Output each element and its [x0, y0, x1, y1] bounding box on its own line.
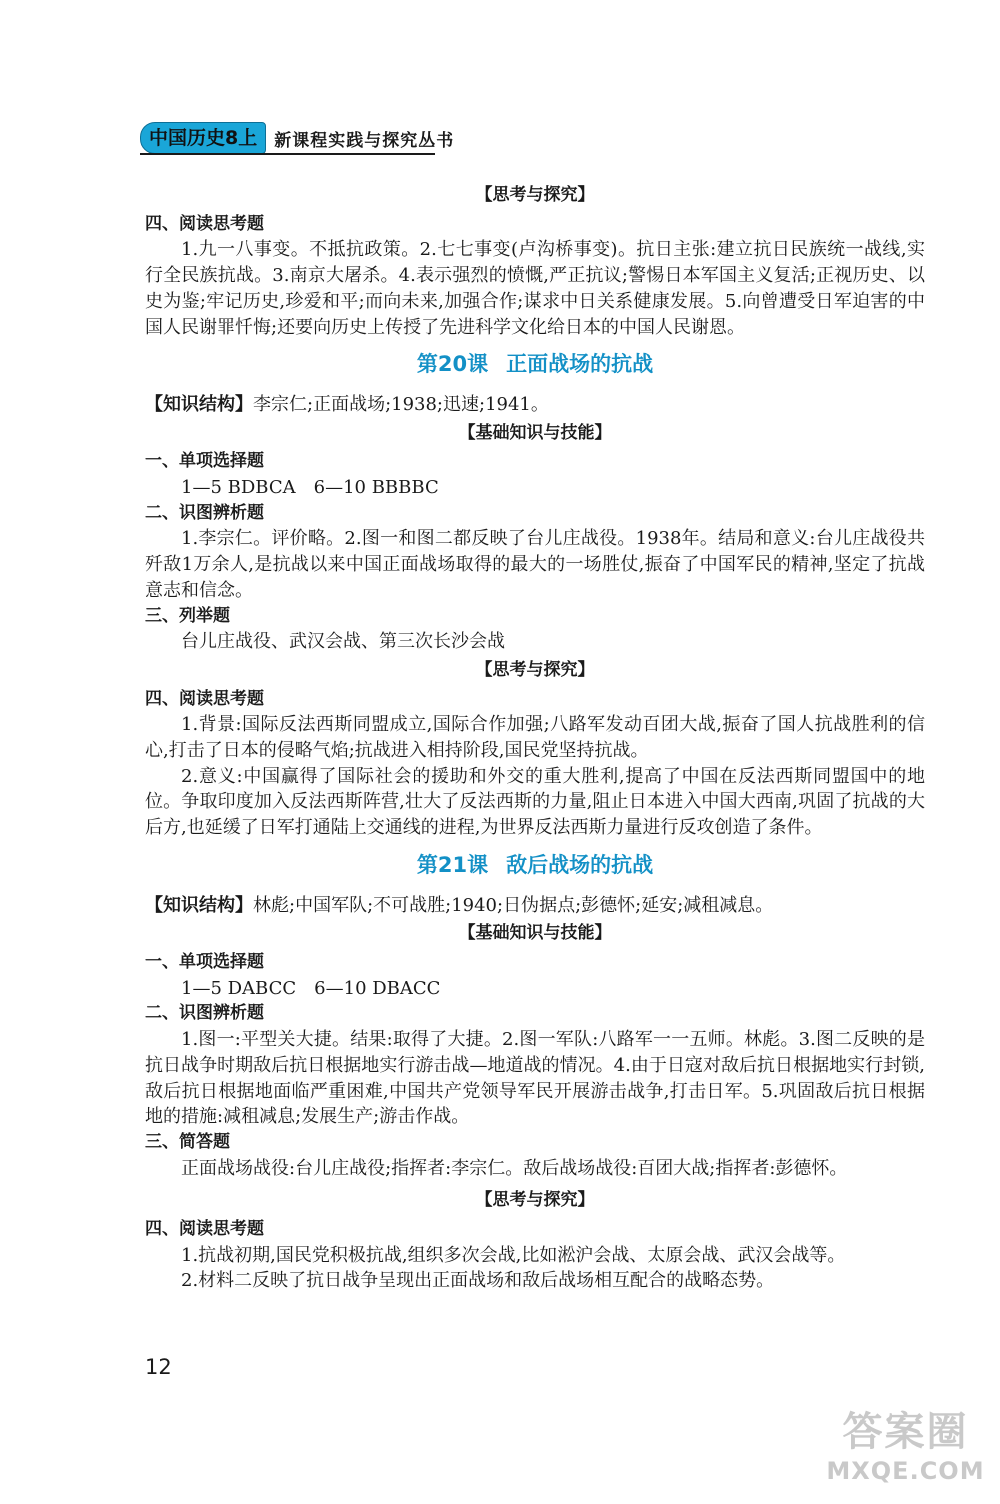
watermark-url: MXQE.COM: [826, 1457, 985, 1485]
running-header: [140, 123, 454, 153]
answer-paragraph: 1.李宗仁。评价略。2.图一和图二都反映了台儿庄战役。1938年。结局和意义:台儿庄战役共歼敌1万余人,是抗战以来中国正面战场取得的最大的一场胜仗,振奋了中国军民的精神,坚定了抗战意志和信念。: [145, 528, 925, 601]
lesson-20-title: [145, 352, 925, 378]
page-content: [145, 180, 925, 1294]
section-heading: 四、阅读思考题: [145, 213, 264, 234]
section-heading: 一、单项选择题: [145, 951, 264, 972]
knowledge-structure: [145, 893, 925, 919]
lesson-name: 敌后战场的抗战: [506, 852, 654, 877]
answer-paragraph: 正面战场战役:台儿庄战役;指挥者:李宗仁。敌后战场战役:百团大战;指挥者:彭德怀。: [181, 1157, 848, 1179]
answer-paragraph: 2.意义:中国赢得了国际社会的援助和外交的重大胜利,提高了中国在反法西斯同盟国中的地位。争取印度加入反法西斯阵营,壮大了反法西斯的力量,阻止日本进入中国大西南,巩固了抗战的大后方,也延缓了日军打通陆上交通线的进程,为世界反法西斯力量进行反攻创造了条件。: [145, 765, 925, 839]
knowledge-structure: [145, 392, 925, 418]
watermark-text: 答案圈: [842, 1409, 969, 1455]
series-title: 新课程实践与探究丛书: [274, 130, 455, 151]
lesson-number: 第20课: [416, 352, 489, 377]
subsection-heading: 【基础知识与技能】: [458, 923, 612, 944]
book-title-badge: 中国历史8上: [140, 122, 266, 154]
answer-paragraph: 1.抗战初期,国民党积极抗战,组织多次会战,比如淞沪会战、太原会战、武汉会战等。: [181, 1244, 846, 1266]
subsection-heading: 【基础知识与技能】: [458, 422, 612, 443]
section-heading: 二、识图辨析题: [145, 1003, 264, 1024]
section-heading: 三、简答题: [145, 1131, 230, 1152]
header-rule: [140, 153, 435, 155]
answer-paragraph: 1.背景:国际反法西斯同盟成立,国际合作加强;八路军发动百团大战,振奋了国人抗战胜利的信心,打击了日本的侵略气焰;抗战进入相持阶段,国民党坚持抗战。: [145, 714, 925, 762]
subsection-heading: 【思考与探究】: [475, 1190, 595, 1211]
watermark-logo: [818, 1408, 993, 1498]
answer-paragraph: 2.材料二反映了抗日战争呈现出正面战场和敌后战场相互配合的战略态势。: [181, 1270, 775, 1292]
knowledge-text: 林彪;中国军队;不可战胜;1940;日伪据点;彭德怀;延安;减租减息。: [253, 894, 774, 916]
page-number: 12: [145, 1355, 172, 1379]
knowledge-text: 李宗仁;正面战场;1938;迅速;1941。: [253, 393, 549, 415]
section-heading: 一、单项选择题: [145, 451, 264, 472]
answer-paragraph: 台儿庄战役、武汉会战、第三次长沙会战: [181, 631, 505, 653]
section-heading: 三、列举题: [145, 605, 230, 626]
choice-answers: 1—5 BDBCA 6—10 BBBBC: [181, 477, 439, 499]
section-heading: 四、阅读思考题: [145, 688, 264, 709]
lesson-name: 正面战场的抗战: [506, 352, 654, 377]
spacer: [145, 1181, 925, 1185]
choice-answers: 1—5 DABCC 6—10 DBACC: [181, 977, 441, 999]
answer-paragraph: 1.图一:平型关大捷。结果:取得了大捷。2.图一军队:八路军一一五师。林彪。3.图二反映的是抗日战争时期敌后抗日根据地实行游击战—地道战的情况。4.由于日寇对敌后抗日根据地实行封锁,敌后抗日根据地面临严重困难,中国共产党领导军民开展游击战争,打击日军。5.巩固敌后抗日根据地的措施:减租减息;发展生产;游击作战。: [145, 1029, 925, 1128]
subsection-heading: 【思考与探究】: [475, 185, 595, 205]
answer-paragraph: 1.九一八事变。不抵抗政策。2.七七事变(卢沟桥事变)。抗日主张:建立抗日民族统一战线,实行全民族抗战。3.南京大屠杀。4.表示强烈的愤慨,严正抗议;警惕日本军国主义复活;正视历史、以史为鉴;牢记历史,珍爱和平;而向未来,加强合作;谋求中日关系健康发展。5.向曾遭受日军迫害的中国人民谢罪忏悔;还要向历史上传授了先进科学文化给日本的中国人民谢恩。: [145, 239, 925, 338]
section-heading: 四、阅读思考题: [145, 1219, 264, 1240]
lesson-21-title: [145, 853, 925, 879]
subsection-heading: 【思考与探究】: [475, 659, 595, 680]
knowledge-label: 【知识结构】: [145, 393, 253, 415]
knowledge-label: 【知识结构】: [145, 894, 253, 916]
lesson-number: 第21课: [416, 852, 489, 877]
section-heading: 二、识图辨析题: [145, 502, 264, 523]
